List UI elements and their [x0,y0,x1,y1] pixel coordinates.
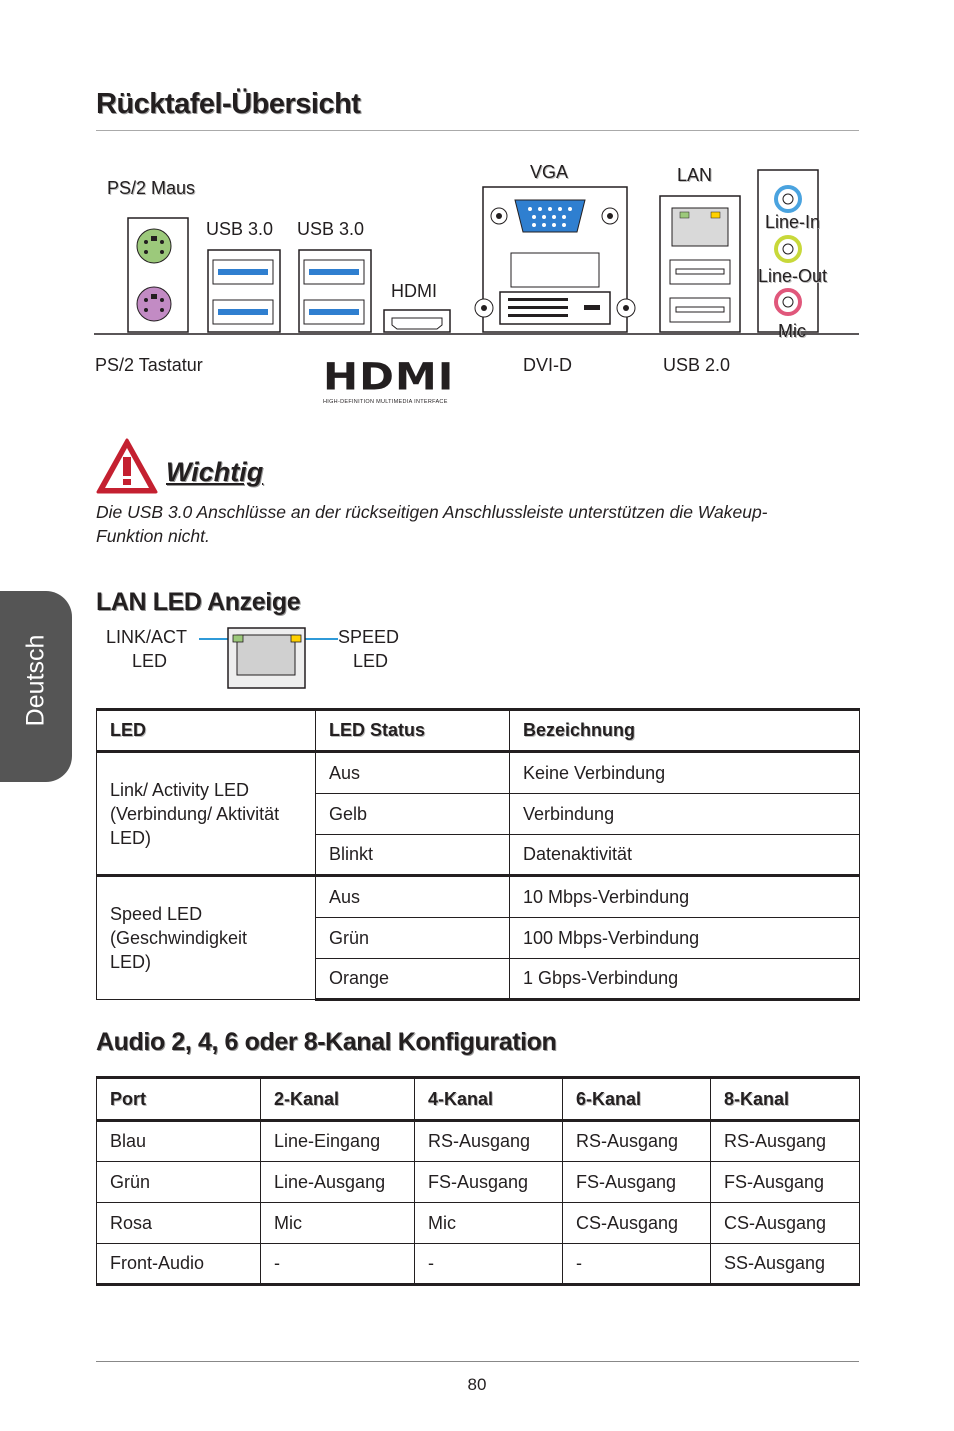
lan-led-heading: LAN LED Anzeige [96,588,301,616]
port-cell: Rosa [97,1203,261,1244]
channel-cell: Line-Eingang [261,1121,415,1162]
status-cell: Orange [316,959,510,1000]
header-cell: Bezeichnung [510,710,860,752]
status-cell: Aus [316,876,510,918]
usb30-label-a: USB 3.0 [206,219,274,239]
header-cell: LED Status [316,710,510,752]
ps2-keyboard-label: PS/2 Tastatur [95,355,203,375]
vga-label: VGA [530,162,569,182]
description-cell: 10 Mbps-Verbindung [510,876,860,918]
ps2-mouse-label: PS/2 Maus [107,178,196,198]
channel-cell: - [415,1244,563,1285]
status-cell: Grün [316,918,510,959]
header-cell: 8-Kanal [711,1078,860,1121]
channel-cell: FS-Ausgang [711,1162,860,1203]
channel-cell: CS-Ausgang [711,1203,860,1244]
header-cell: Port [97,1078,261,1121]
line-in-label: Line-In [765,212,821,232]
channel-cell: RS-Ausgang [563,1121,711,1162]
usb20-label: USB 2.0 [663,355,731,375]
page-title: Rücktafel-Übersicht [96,88,361,120]
table-row [97,1244,860,1285]
table-row [97,1203,860,1244]
description-cell: Datenaktivität [510,835,860,876]
audio-table-header [97,1078,860,1121]
channel-cell: FS-Ausgang [563,1162,711,1203]
channel-cell: RS-Ausgang [415,1121,563,1162]
table-row [97,876,860,918]
hdmi-label: HDMI [391,281,437,301]
link-act-label: LINK/ACT [106,627,188,647]
header-cell: 4-Kanal [415,1078,563,1121]
lan-led-table-header [97,710,860,752]
important-title: Wichtig [166,457,264,487]
lan-usb20-ports-icon [660,196,740,332]
mic-label: Mic [778,321,806,341]
warning-icon [95,437,159,495]
page-number: 80 [467,1375,487,1394]
ps2-ports-icon [128,218,188,332]
dvi-label: DVI-D [523,355,572,375]
title-rule [96,130,859,131]
channel-cell: - [261,1244,415,1285]
hdmi-logo: HDMI HIGH-DEFINITION MULTIMEDIA INTERFACE [323,354,455,405]
usb30-label-b: USB 3.0 [297,219,365,239]
important-text: Die USB 3.0 Anschlüsse an der rückseitigen Anschlussleiste unterstützen die Wakeup-Funktion nicht. [96,502,768,546]
channel-cell: RS-Ausgang [711,1121,860,1162]
language-side-tab-label: Deutsch [21,634,50,727]
lan-port-icon [195,626,345,692]
led-name-cell: Speed LED (Geschwindigkeit LED) [97,876,316,1000]
channel-cell: - [563,1244,711,1285]
channel-cell: FS-Ausgang [415,1162,563,1203]
usb30-ports-icon-a [208,250,280,332]
description-cell: 100 Mbps-Verbindung [510,918,860,959]
description-cell: 1 Gbps-Verbindung [510,959,860,1000]
table-row [97,1121,860,1162]
port-cell: Grün [97,1162,261,1203]
led-name-cell: Link/ Activity LED (Verbindung/ Aktivität LED) [97,752,316,876]
channel-cell: CS-Ausgang [563,1203,711,1244]
channel-cell: Line-Ausgang [261,1162,415,1203]
table-row [97,1162,860,1203]
header-cell: 2-Kanal [261,1078,415,1121]
footer-rule [96,1361,859,1362]
port-cell: Blau [97,1121,261,1162]
lan-led-table [96,708,860,1001]
speed-label: SPEED [338,627,400,647]
line-out-label: Line-Out [758,266,828,286]
audio-heading: Audio 2, 4, 6 oder 8-Kanal Konfiguration [96,1028,557,1056]
description-cell: Keine Verbindung [510,752,860,794]
port-cell: Front-Audio [97,1244,261,1285]
lan-label: LAN [677,165,713,185]
audio-jacks-icon [758,170,821,332]
audio-table [96,1076,860,1286]
channel-cell: Mic [261,1203,415,1244]
speed-led-label: LED [353,651,389,671]
usb30-ports-icon-b [299,250,371,332]
link-act-led-label: LED [132,651,168,671]
header-cell: LED [97,710,316,752]
vga-dvi-ports-icon [475,187,635,332]
status-cell: Blinkt [316,835,510,876]
status-cell: Aus [316,752,510,794]
header-cell: 6-Kanal [563,1078,711,1121]
description-cell: Verbindung [510,794,860,835]
channel-cell: Mic [415,1203,563,1244]
hdmi-port-icon [384,310,450,332]
table-row [97,752,860,794]
channel-cell: SS-Ausgang [711,1244,860,1285]
status-cell: Gelb [316,794,510,835]
back-panel-illustration [90,160,865,340]
